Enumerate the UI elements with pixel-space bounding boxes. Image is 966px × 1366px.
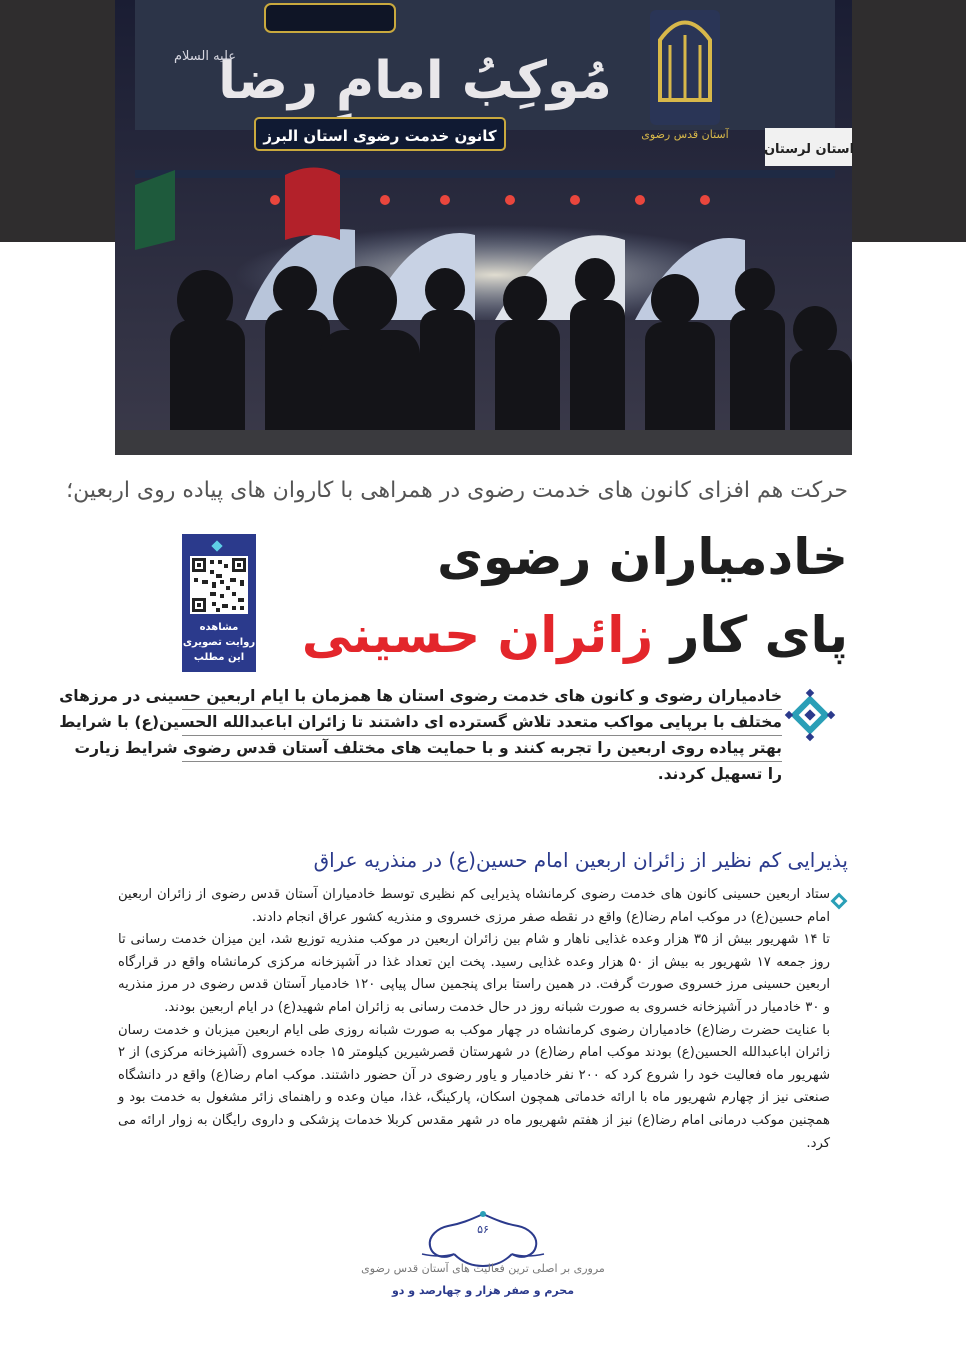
article-title-line1: خادمیاران رضوی <box>437 528 848 586</box>
body-paragraph: تا ۱۴ شهریور بیش از ۳۵ هزار وعده غذایی ناهار و شام بین زائران اربعین در موکب منذریه توزیع شد، این میزان خدمت رسانی تا روز جمعه ۱۷ شهریور به بیش از ۵۰ هزار وعده غذایی رسید. پخت این تعداد غذا در آشپزخانه مرکزی کرمانشاه واقع در قرارگاه اربعین حسینی مرز خسروی صورت گرفت. در همین راستا برای پنجمین سال پیاپی ۱۲۰ خادمیار آستان قدس رضوی در مرز منذریه و ۳۰ خادمیار در آشپزخانه خسروی به صورت شبانه روز در حال خدمت رسانی به زائران امام شهید(ع) در ایام اربعین بودند. <box>118 932 831 1015</box>
qr-code-icon <box>190 556 248 614</box>
title-black-part: پای کار <box>670 606 848 664</box>
footer-publication-title: مروری بر اصلی ترین فعالیت های آستان قدس رضوی <box>361 1262 605 1275</box>
header-photo <box>115 0 855 455</box>
lead-line: خادمیاران رضوی و کانون های خدمت رضوی استان ها همزمان با ایام اربعین حسینی در مرزهای <box>182 684 782 710</box>
body-ornament-icon <box>830 890 848 912</box>
lead-line: را تسهیل کردند. <box>657 765 782 783</box>
title-red-part: زائران حسینی <box>301 606 654 664</box>
qr-caption-1: مشاهده <box>199 622 239 633</box>
footer-issue-date: محرم و صفر هزار و چهارصد و دو <box>391 1284 575 1297</box>
banner-sub-text: کانون خدمت رضوی استان البرز <box>263 127 497 145</box>
banner-logo-text: آستان قدس رضوی <box>641 128 729 141</box>
banner-main-text: مُوکِبُ امامِ رضا <box>218 51 612 111</box>
lead-line: مختلف با برپایی مواکب متعدد تلاش گسترده ای داشتند تا زائران اباعبدالله الحسین(ع) با شرایط <box>182 710 782 736</box>
lead-paragraph <box>59 684 782 787</box>
section-heading: پذیرایی کم نظیر از زائران اربعین امام حسین(ع) در منذریه عراق <box>313 848 848 872</box>
qr-code-box[interactable] <box>182 534 256 672</box>
banner-salam-text: علیه السلام <box>173 49 237 64</box>
body-paragraph: ستاد اربعین حسینی کانون های خدمت رضوی کرمانشاه پذیرایی کم نظیری توسط خادمیاران آستان قدس رضوی از زائران اربعین امام حسین(ع) در موکب امام رضا(ع) واقع در نقطه صفر مرزی خسروی و منذریه کشور عراق انجام دادند. <box>118 887 830 925</box>
lead-line: بهتر پیاده روی اربعین را تجربه کنند و با حمایت های مختلف آستان قدس رضوی شرایط زیارت <box>182 736 782 762</box>
page-number: ۵۶ <box>477 1223 489 1236</box>
diamond-ornament-icon <box>209 538 225 554</box>
banner-right-text: استان لرستان <box>763 142 855 157</box>
body-paragraph: با عنایت حضرت رضا(ع) خادمیاران رضوی کرمانشاه در چهار موکب به صورت شبانه روزی طی ایام اربعین میزبان و خدمت رسان زائران اباعبدالله الحسین(ع) بودند موکب امام رضا(ع) در شهرستان قصرشیرین کیلومتر ۱۵ جاده خسروی (آشپزخانه مرکزی) از ۲ شهریور ماه فعالیت خود را شروع کرد که ۲۰۰ نفر خادمیار و یاور رضوی در آن حضور داشتند. موکب امام رضا(ع) واقع در دانشگاه صنعتی نیز از چهارم شهریور ماه با ارائه خدماتی همچون اسکان، پارکینگ، غذا، میان وعده و راهنمای زائر مشغول به خدمت بود و همچنین موکب درمانی امام رضا(ع) نیز از هفتم شهریور ماه در شهر مقدس کربلا خدمات پزشکی و داروی رایگان به زوار ارائه می کرد. <box>118 1022 831 1151</box>
footer-ornament-icon <box>420 1210 546 1270</box>
article-title-line2 <box>302 606 848 664</box>
qr-caption-2: روایت تصویری <box>182 637 256 648</box>
lead-ornament-icon <box>786 690 834 740</box>
astan-logo-icon <box>650 10 720 125</box>
qr-caption-3: این مطلب <box>193 652 245 663</box>
article-body <box>118 884 830 1155</box>
article-subtitle: حرکت هم افزای کانون های خدمت رضوی در همراهی با کاروان های پیاده روی اربعین؛ <box>66 478 848 503</box>
